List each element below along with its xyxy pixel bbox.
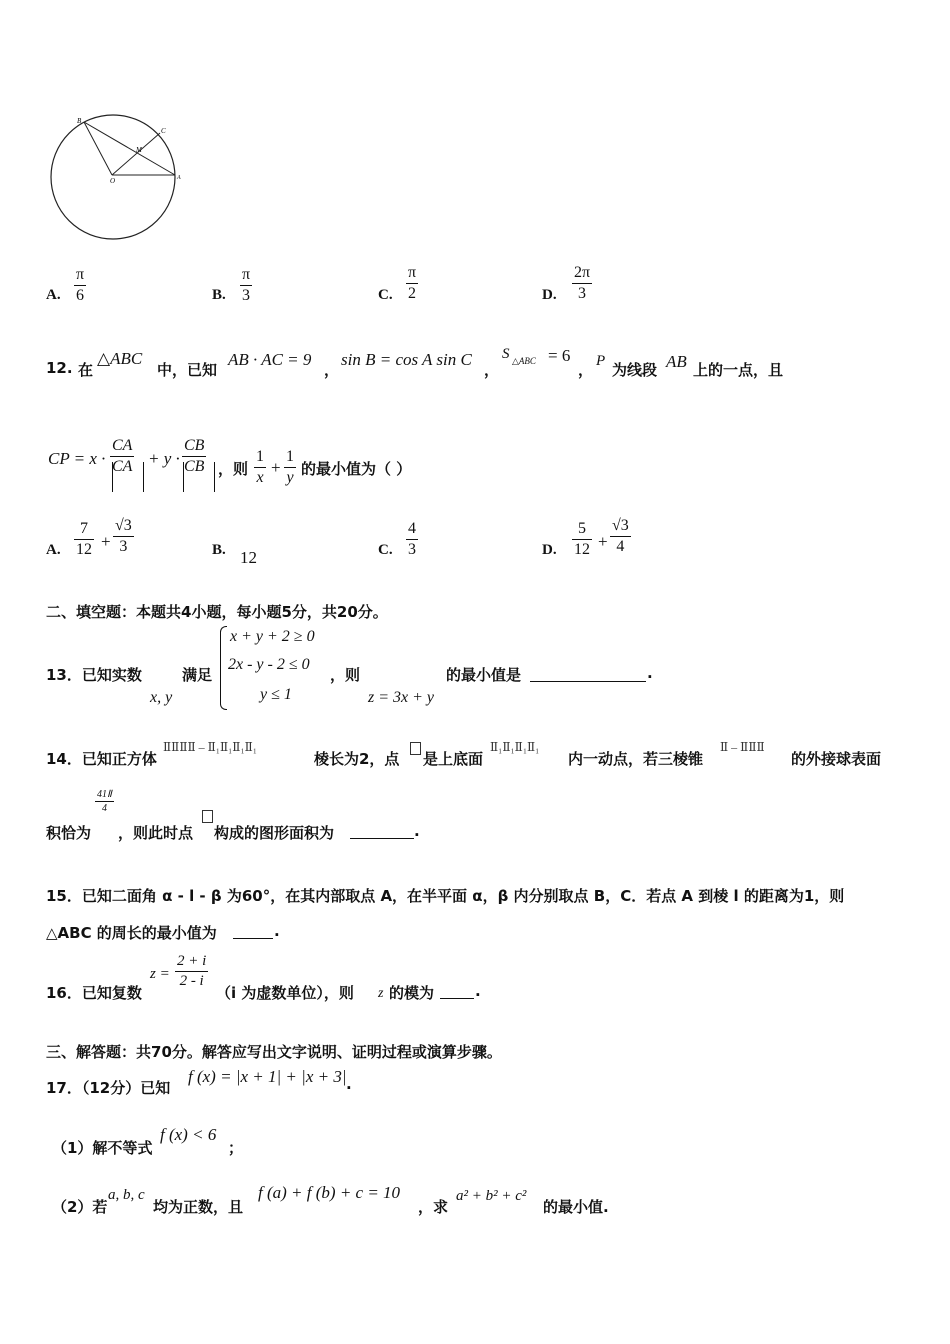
label-O: O: [110, 177, 116, 185]
q13-then: ，则: [330, 666, 361, 684]
q14-frac: 41Ⅱ 4: [97, 789, 112, 814]
q14-garbled-1: ⅡⅡⅡⅡ – Ⅱ₁Ⅱ₁Ⅱ₁Ⅱ₁: [163, 740, 257, 754]
q13-end: .: [647, 664, 653, 682]
q12-option-d-frac1: 5 12: [574, 520, 590, 558]
q13-answer-blank[interactable]: [530, 667, 646, 682]
q15-line-1: 15．已知二面角 α - l - β 为60°，在其内部取点 A，在半平面 α，β 内分别取点 B，C．若点 A 到棱 l 的距离为1，则: [46, 887, 845, 905]
q12-frac-1y: 1 y: [286, 448, 294, 486]
section-3-heading: 三、解答题：共70分。解答应写出文字说明、证明过程或演算步骤。: [46, 1043, 502, 1061]
q13-z: z = 3x + y: [368, 689, 435, 706]
q14-text-7: ，则此时点: [118, 824, 194, 842]
q12-text-1: 在: [78, 361, 94, 379]
q12-text-5: ，则: [218, 460, 249, 478]
q14-answer-blank[interactable]: [350, 824, 414, 839]
q11-option-d-frac: 2π 3: [574, 264, 591, 302]
q14-text-4: 内一动点，若三棱锥: [568, 750, 704, 768]
q14-end: .: [414, 822, 420, 840]
q16-end: .: [475, 982, 481, 1000]
q13-constraint-2: 2x - y - 2 ≤ 0: [228, 656, 310, 673]
q15-answer-blank[interactable]: [233, 924, 273, 939]
q16-z: z =: [150, 966, 170, 982]
q13-tail: 的最小值是: [446, 666, 522, 684]
q12-frac-ca: CA CA: [112, 437, 133, 475]
q12-area-s: S: [502, 346, 510, 362]
q17-part-2d: 的最小值.: [543, 1198, 609, 1216]
q17-part-2b: 均为正数，且: [153, 1198, 244, 1216]
q12-area-val: = 6: [548, 346, 571, 365]
q12-text-6: 的最小值为（ ）: [301, 460, 412, 478]
q17-label: 17．（12分）已知: [46, 1079, 171, 1097]
q15-end: .: [274, 922, 280, 940]
q16-zvar: z: [378, 986, 384, 1001]
q14-text-2: 棱长为2，点: [314, 750, 400, 768]
q17-inequality: f (x) < 6: [160, 1125, 217, 1144]
q16-frac: 2 + i 2 - i: [177, 953, 207, 989]
label-M: M: [136, 146, 142, 154]
q12-comma-3: ，: [578, 361, 594, 379]
q12-frac-1x: 1 x: [256, 448, 264, 486]
q14-text-3: 是上底面: [423, 750, 484, 768]
q12-frac-cb: CB CB: [184, 437, 205, 475]
q11-option-a-letter: A.: [46, 287, 61, 303]
q12-area-sub: △ABC: [512, 356, 536, 366]
label-B: B: [77, 117, 82, 125]
q12-text-4: 上的一点，且: [693, 361, 784, 379]
q16-label: 16．已知复数: [46, 984, 142, 1002]
missing-glyph-icon: [410, 742, 421, 755]
q12-plus-y: + y ·: [148, 449, 180, 468]
q13-label: 13．已知实数: [46, 666, 142, 684]
segment-OC: [112, 133, 160, 175]
q12-option-b-letter: B.: [212, 542, 226, 558]
q12-p-var: P: [596, 353, 606, 369]
q13-constraint-1: x + y + 2 ≥ 0: [230, 628, 315, 645]
q11-option-a-frac: π 6: [76, 266, 85, 304]
q13-vars: x, y: [150, 689, 173, 706]
geometry-figure: [40, 95, 220, 245]
q17-function: f (x) = |x + 1| + |x + 3|: [188, 1067, 347, 1086]
q12-option-d-letter: D.: [542, 542, 557, 558]
q12-option-d-frac2: √3 4: [612, 517, 629, 555]
q17-target: a² + b² + c²: [456, 1188, 527, 1204]
label-C: C: [161, 127, 166, 135]
q15-line-2: △ABC 的周长的最小值为: [46, 924, 217, 942]
q12-sin-equation: sin B = cos A sin C: [341, 350, 472, 369]
q12-text-3: 为线段: [612, 361, 658, 379]
q12-option-a-frac1: 7 12: [76, 520, 92, 558]
q12-text-2: 中，已知: [157, 361, 218, 379]
q12-number: 12.: [46, 359, 73, 377]
q16-paren: （i 为虚数单位），则: [216, 984, 354, 1002]
q14-text-1: 14．已知正方体: [46, 750, 157, 768]
q13-constraint-3: y ≤ 1: [260, 686, 292, 703]
q16-tail: 的模为: [389, 984, 435, 1002]
missing-glyph-icon: [202, 810, 213, 823]
q17-abc: a, b, c: [108, 1187, 145, 1203]
q14-text-6: 积恰为: [46, 824, 92, 842]
q11-option-b-letter: B.: [212, 287, 226, 303]
q12-option-a-letter: A.: [46, 542, 61, 558]
q12-option-a-frac2: √3 3: [115, 517, 132, 555]
q11-option-c-frac: π 2: [408, 264, 417, 302]
q12-cp: CP = x ·: [48, 449, 106, 468]
q17-dot: .: [346, 1075, 352, 1093]
q14-garbled-2: Ⅱ₁Ⅱ₁Ⅱ₁Ⅱ₁: [490, 740, 540, 754]
q12-option-b-value: 12: [240, 548, 257, 567]
q12-triangle: △ABC: [97, 349, 143, 368]
q11-option-d-letter: D.: [542, 287, 557, 303]
q12-comma-1: ，: [324, 361, 340, 379]
q17-condition: f (a) + f (b) + c = 10: [258, 1183, 401, 1202]
section-2-heading: 二、填空题：本题共4小题，每小题5分，共20分。: [46, 603, 388, 621]
q12-vector-dot: AB · AC = 9: [228, 350, 312, 369]
q17-part-2a: （2）若: [52, 1198, 108, 1216]
q12-comma-2: ，: [484, 361, 500, 379]
q14-text-8: 构成的图形面积为: [214, 824, 335, 842]
label-A: A: [177, 175, 181, 181]
q14-text-5: 的外接球表面: [791, 750, 882, 768]
q11-option-c-letter: C.: [378, 287, 393, 303]
q17-semicolon: ；: [228, 1139, 244, 1157]
q12-segment: AB: [666, 352, 687, 371]
q11-option-b-frac: π 3: [242, 266, 251, 304]
q17-part-1: （1）解不等式: [52, 1139, 153, 1157]
q12-option-c-letter: C.: [378, 542, 393, 558]
q12-option-a-plus: +: [101, 532, 111, 551]
q16-answer-blank[interactable]: [440, 984, 474, 999]
q13-satisfy: 满足: [182, 666, 213, 684]
q12-option-c-frac: 4 3: [408, 520, 416, 558]
q17-part-2c: ，求: [418, 1198, 449, 1216]
q14-garbled-3: Ⅱ – ⅡⅡⅡ: [720, 740, 765, 754]
q12-option-d-plus: +: [598, 532, 608, 551]
q12-plus: +: [271, 458, 281, 477]
